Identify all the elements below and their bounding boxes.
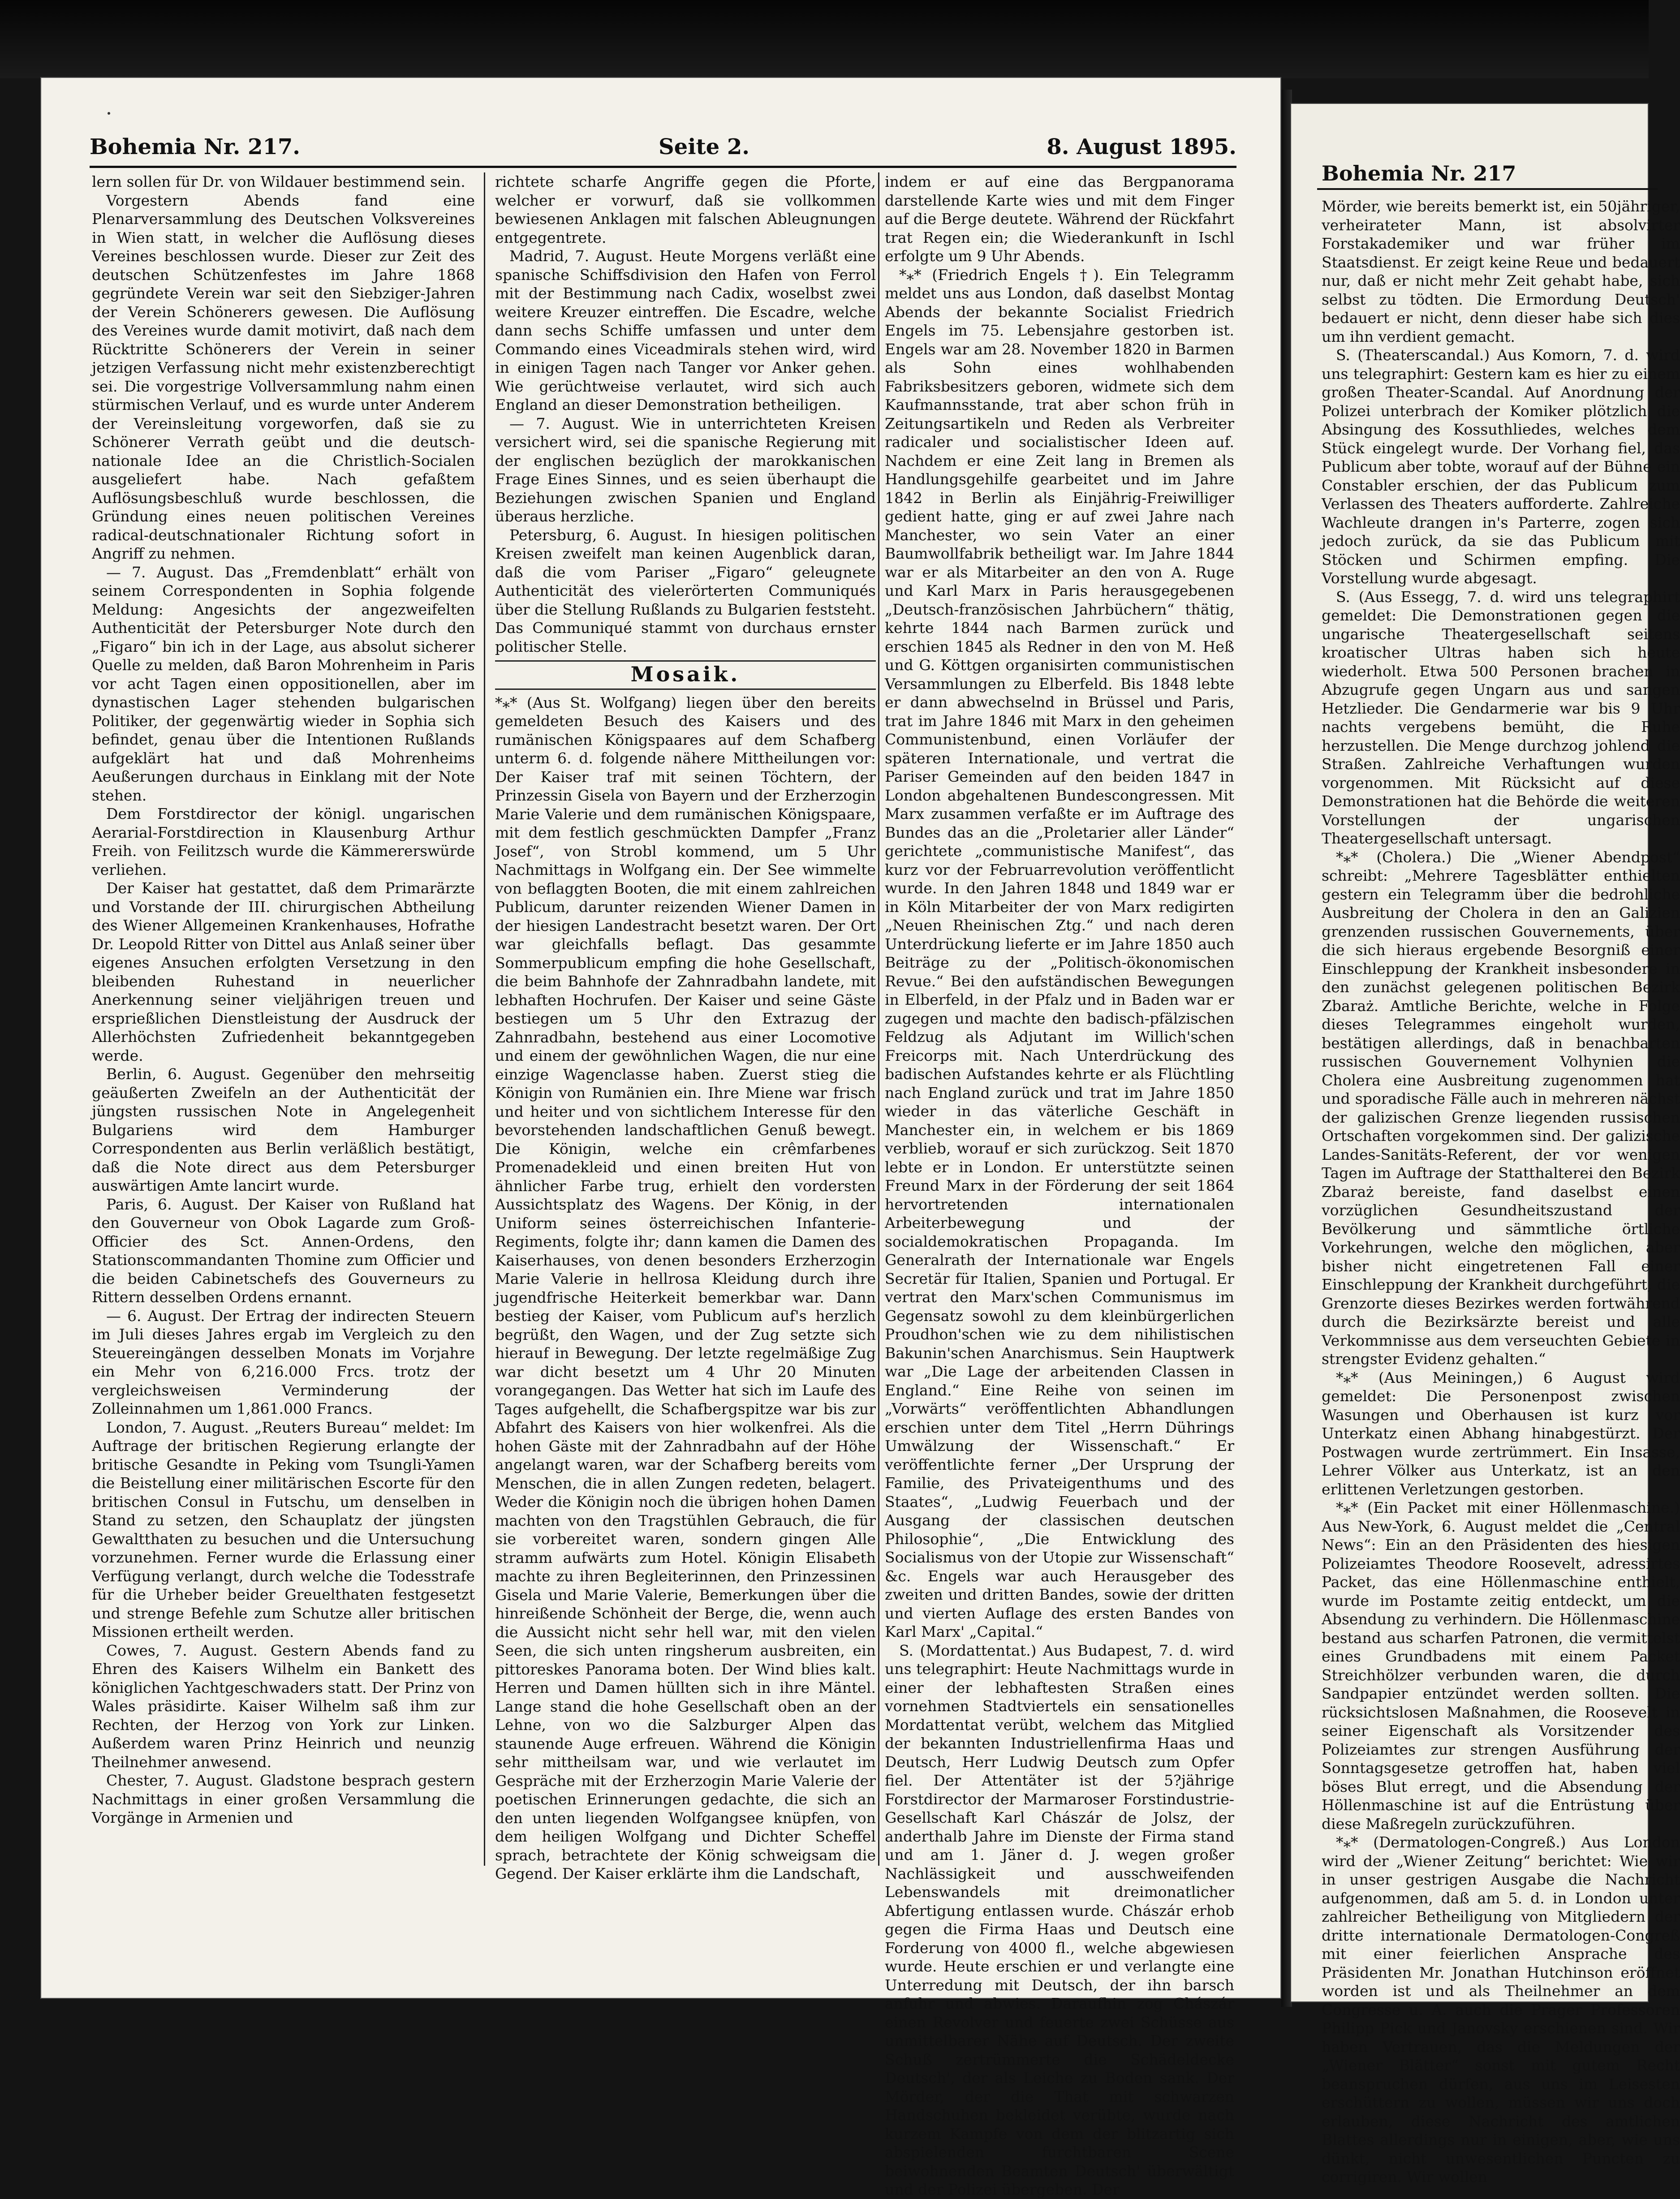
article-paragraph: Vorgestern Abends fand eine Plenarversammlung des Deutschen Volksvereines in Wien statt, in welcher die Auflösung dieses Vereines beschlossen wurde. Dieser zur Zeit des deutschen Schützenfestes im Jahre 1868 gegründete Verein war seit den Siebziger-Jahren der Verein Schönerers gewesen. Die Auflösung des Vereines wurde damit motivirt, daß nach dem Rücktritte Schönerers der Verein in seiner jetzigen Verfassung nicht mehr existenzberechtigt sei. Die vorgestrige Vollversammlung nahm einen stürmischen Verlauf, und es wurde unter Anderem der Vereinsleitung vorgeworfen, daß sie zu Schönerer Verrath geübt und die deutsch-nationale Idee an die Christlich-Socialen ausgeliefert habe. Nach gefaßtem Auflösungsbeschluß wurde beschlossen, die Gründung eines neuen politischen Vereines radical-deutschnationaler Richtung sofort in Angriff zu nehmen.	[92, 191, 475, 562]
column-1	[92, 172, 475, 1861]
article-paragraph: Cowes, 7. August. Gestern Abends fand zu Ehren des Kaisers Wilhelm ein Bankett des königlichen Yachtgeschwaders statt. Der Prinz von Wales präsidirte. Kaiser Wilhelm saß ihm zur Rechten, der Herzog von York zur Linken. Außerdem waren Prinz Heinrich und neunzig Theilnehmer anwesend.	[92, 1641, 475, 1771]
page-number: Seite 2.	[659, 134, 750, 159]
column-3	[885, 172, 1234, 2198]
column-divider-2	[878, 172, 879, 1866]
right-newspaper-page	[1290, 103, 1680, 2186]
scan-background-top	[0, 0, 1649, 78]
article-paragraph: S. (Mordattentat.) Aus Budapest, 7. d. wird uns telegraphirt: Heute Nachmittags wurde in einer der lebhaftesten Straßen eines vornehmen Stadtviertels ein sensationelles Mordattentat verübt, welchem das Mitglied der bekannten Industriellenfirma Haas und Deutsch, Herr Ludwig Deutsch zum Opfer fiel. Der Attentäter ist der 5?jährige Forstdirector der Marmaroser Forstindustrie-Gesellschaft Karl Chászár de Jolsz, der anderthalb Jahre im Dienste der Firma stand und am 1. Jäner d. J. wegen großer Nachlässigkeit und ausschweifenden Lebenswandels mit dreimonatlicher Abfertigung entlassen wurde. Chászár erhob gegen die Firma Haas und Deutsch eine Forderung von 4000 fl., welche abgewiesen wurde. Heute erschien er und verlangte eine Unterredung mit Deutsch, der ihn barsch anfuhr und abwies. Daraufhin zog Chászár einen Revolver und feuerte zwei Schüsse aus unmittelbarer Nähe auf Deutsch. Der zweite Schuß zertrümmerte die Schädeldecke Deutsch', der als Leiche zu Boden sank. Der Mörder, der die That mit schwarzen Handschuhen bekleidet verübte, wurde nach kurzem Kampfe von dem der blitzartig sich abspielenden furchtbaren Scene beiwohnenden Beamten Deutsch' überwältigt und der Polizei übergeben. Der	[885, 1641, 1234, 2198]
article-paragraph: — 6. August. Der Ertrag der indirecten Steuern im Juli dieses Jahres ergab im Vergleich zu den Steuereingängen desselben Monats im Vorjahre ein Mehr von 6,216.000 Frcs. trotz der vergleichsweisen Verminderung der Zolleinnahmen um 1,861.000 Francs.	[92, 1307, 475, 1417]
article-paragraph: *⁎* (Aus Meiningen,) 6 August wird gemeldet: Die Personenpost zwischen Wasungen und Oberhausen ist kurz vor Unterkatz einen Abhang hinabgestürzt. Der Postwagen wurde zertrümmert. Ein Insasse, Lehrer Völker aus Unterkatz, ist an den erlittenen Verletzungen gestorben.	[1322, 1368, 1680, 1498]
issue-date: 8. August 1895.	[1047, 134, 1236, 159]
article-paragraph: Paris, 6. August. Der Kaiser von Rußland hat den Gouverneur von Obok Lagarde zum Groß-Officier des Sct. Annen-Ordens, den Stationscommandanten Thomine zum Officier und die beiden Cabinetschefs des Gouverneurs zu Rittern desselben Ordens ernannt.	[92, 1195, 475, 1306]
section-rule	[495, 660, 876, 662]
article-paragraph: lern sollen für Dr. von Wildauer bestimmend sein.	[92, 173, 465, 190]
article-paragraph: Der Kaiser hat gestattet, daß dem Primarärzte und Vorstande der III. chirurgischen Abtheilung des Wiener Allgemeinen Krankenhauses, Hofrathe Dr. Leopold Ritter von Dittel aus Anlaß seiner über eigenes Ansuchen erfolgten Versetzung in den bleibenden Ruhestand in neuerlicher Anerkennung seiner vieljährigen treuen und ersprießlichen Dienstleistung der Ausdruck der Allerhöchsten Zufriedenheit bekanntgegeben werde.	[92, 879, 475, 1064]
masthead-issue: Bohemia Nr. 217.	[90, 134, 300, 159]
article-paragraph: Petersburg, 6. August. In hiesigen politischen Kreisen zweifelt man keinen Augenblick daran, daß die vom Pariser „Figaro“ geleugnete Authenticität des vielerörterten Communiqués über die Stellung Rußlands zu Bulgarien feststeht. Das Communiqué stammt von durchaus ernster politischer Stelle.	[495, 526, 876, 655]
article-paragraph: Madrid, 7. August. Heute Morgens verläßt eine spanische Schiffsdivision den Hafen von Ferrol mit der Bestimmung nach Cadix, woselbst zwei weitere Kreuzer eintreffen. Die Escadre, welche dann sechs Schiffe umfassen und unter dem Commando eines Viceadmirals stehen wird, wird in einigen Tagen nach Tanger vor Anker gehen. Wie gerüchtweise verlautet, wird sich auch England an dieser Demonstration betheiligen.	[495, 247, 876, 413]
page-header	[90, 134, 1236, 170]
article-paragraph: Mörder, wie bereits bemerkt ist, ein 50jähriger, verheirateter Mann, ist absolvirter Forstakademiker und war früher im Staatsdienst. Er zeigt keine Reue und bedauert nur, daß er nicht mehr Zeit gehabt habe, sich selbst zu tödten. Die Ermordung Deutsch' bedauert er nicht, denn dieser habe sich dies um ihn verdient gemacht.	[1322, 198, 1680, 345]
right-page-masthead: Bohemia Nr. 217	[1322, 161, 1516, 185]
column-2	[495, 172, 876, 1882]
article-paragraph: — 7. August. Das „Fremdenblatt“ erhält von seinem Correspondenten in Sophia folgende Meldung: Angesichts der angezweifelten Authenticität der Petersburger Note durch den „Figaro“ bin ich in der Lage, aus absolut sicherer Quelle zu melden, daß Baron Mohrenheim in Paris vor acht Tagen einen oppositionellen, aber im dynastischen Lager stehenden bulgarischen Politiker, der gegenwärtig wieder in Sophia sich befindet, genau über die Intentionen Rußlands aufgeklärt hat und daß Mohrenheims Aeußerungen durchaus in Einklang mit der Note stehen.	[92, 563, 475, 804]
section-rule	[495, 689, 876, 690]
article-paragraph: richtete scharfe Angriffe gegen die Pforte, welcher er vorwurf, daß sie vollkommen bewiesenen Anklagen mit falschen Ableugnungen entgegentrete.	[495, 173, 876, 246]
section-heading-mosaik: Mosaik.	[630, 662, 741, 686]
article-paragraph: *⁎* (Ein Packet mit einer Höllenmaschine.) Aus New-York, 6. August meldet die „Central News“: Ein an den Präsidenten des hiesigen Polizeiamtes Theodore Roosevelt, adressirtes Packet, das eine Höllenmaschine enthielt, wurde im Postamte zeitig entdeckt, um die Absendung zu verhindern. Die Höllenmaschine bestand aus scharfen Patronen, die vermittelst eines Grundbadens mit einem Packet Streichhölzer verbunden waren, die durch Sandpapier entzündet werden sollten. Die rücksichtslosen Maßnahmen, die Roosevelt in seiner Eigenschaft als Vorsitzender des Polizeiamtes zur strengen Ausführung der Sonntagsgesetze getroffen hat, haben viel böses Blut erregt, und die Absendung der Höllenmaschine ist auf die Entrüstung über diese Maßregeln zurückzuführen.	[1322, 1499, 1680, 1833]
article-paragraph: *⁎* (Dermatologen-Congreß.) Aus London wird der „Wiener Zeitung“ berichtet: Wie wir in unser gestrigen Ausgabe die Nachricht aufgenommen, daß am 5. d. in London unter zahlreicher Betheiligung von Mitgliedern der dritte internationale Dermatologen-Congreß mit einer feierlichen Ansprache des Präsidenten Mr. Jonathan Hutchinson eröffnet worden ist und als Theilnehmer an dem Congresse u. A. auch die Prager Professoren Philipp Pick und Janovsky erschienen sind. Wir haben Vertrauen, das die Meldungen der „Wiener Blätter“ sonst mit gutem Recht beanspruchen dürfen, aus uns im Leisesten erschüttern zu wollen, müssen wir uns doch erlauben, diese Nachricht des amtlichen Blattes allerdings nur in einigen, aber, wie uns dünkt, nicht unwesentlichen Puncten zu corrigiren. Wir wollen	[1322, 1833, 1680, 2186]
right-page-column	[1322, 197, 1680, 2186]
article-paragraph: indem er auf eine das Bergpanorama darstellende Karte wies und mit dem Finger auf die Berge deutete. Während der Rückfahrt trat Regen ein; die Wiederankunft in Ischl erfolgte um 9 Uhr Abends.	[885, 173, 1234, 265]
article-paragraph: Chester, 7. August. Gladstone besprach gestern Nachmittags in einer großen Versammlung die Vorgänge in Armenien und	[92, 1772, 475, 1826]
right-header-rule	[1317, 188, 1658, 190]
article-paragraph: *⁎* (Aus St. Wolfgang) liegen über den bereits gemeldeten Besuch des Kaisers und des rumänischen Königspaares auf dem Schafberg unterm 6. d. folgende nähere Mittheilungen vor: Der Kaiser traf mit seinen Töchtern, der Prinzessin Gisela von Bayern und der Erzherzogin Marie Valerie und dem rumänischen Königspaare, mit dem festlich geschmückten Dampfer „Franz Josef“, von Strobl kommend, um 5 Uhr Nachmittags in Wolfgang ein. Der See wimmelte von beflaggten Booten, die mit einem zahlreichen Publicum, darunter reizenden Wiener Damen in der hiesigen Landestracht besetzt waren. Der Ort war gleichfalls beflagt. Das gesammte Sommerpublicum empfing die hohe Gesellschaft, die beim Bahnhofe der Zahnradbahn landete, mit lebhaften Hochrufen. Der Kaiser und seine Gäste bestiegen um 5 Uhr den Extrazug der Zahnradbahn, bestehend aus einer Locomotive und einem der gewöhnlichen Wagen, die nur eine einzige Wagenclasse haben. Zuerst stieg die Königin von Rumänien ein. Ihre Miene war frisch und heiter und von sichtlichem Interesse für den bevorstehenden landschaftlichen Genuß bewegt. Die Königin, welche ein crêmfarbenes Promenadekleid und einen breiten Hut von ähnlicher Farbe trug, erhielt den vordersten Aussichtsplatz des Wagens. Der König, in der Uniform seines österreichischen Infanterie-Regiments, folgte ihr; dann kamen die Damen des Kaiserhauses, von denen besonders Erzherzogin Marie Valerie in hellrosa Kleidung durch ihre jugendfrische Heiterkeit bemerkbar war. Dann bestieg der Kaiser, vom Publicum auf's herzlich begrüßt, den Wagen, und der Zug setzte sich hierauf in Bewegung. Der letzte regelmäßige Zug war dicht besetzt um 4 Uhr 20 Minuten vorangegangen. Das Wetter hat sich im Laufe des Tages aufgehellt, die Schafbergspitze war bis zur Abfahrt des Kaisers von hier wolkenfrei. Als die hohen Gäste mit der Zahnradbahn auf der Höhe angelangt waren, war der Schafberg bereits vom Menschen, die in allen Zungen redeten, belagert. Weder die Königin noch die übrigen hohen Damen machten von den Tragstühlen Gebrauch, die für sie vorbereitet waren, sondern gingen Alle stramm aufwärts zum Hotel. Königin Elisabeth machte zu ihren Begleiterinnen, den Prinzessinen Gisela und Marie Valerie, Bemerkungen über die hinreißende Schönheit der Berge, die, wenn auch die Aussicht nicht sehr hell war, mit den vielen Seen, die sich unten ringsherum ausbreiten, ein pittoreskes Panorama boten. Der Wind blies kalt. Herren und Damen hüllten sich in ihre Mäntel. Lange stand die hohe Gesellschaft oben an der Lehne, von wo die Salzburger Alpen das staunende Auge erfreuen. Während die Königin sehr mittheilsam war, und wie verlautet im Gespräche mit der Erzherzogin Marie Valerie der poetischen Erinnerungen gedachte, die sich an den unten liegenden Wolfgangsee knüpfen, von dem heiligen Wolfgang und Dichter Scheffel sprach, betrachtete der König schweigsam die Gegend. Der Kaiser erklärte ihm die Landschaft,	[495, 693, 876, 1882]
header-rule	[90, 166, 1236, 168]
article-paragraph: — 7. August. Wie in unterrichteten Kreisen versichert wird, sei die spanische Regierung mit der englischen bezüglich der marokkanischen Frage Eines Sinnes, und es seien überhaupt die Beziehungen zwischen Spanien und England überaus herzliche.	[495, 414, 876, 525]
article-paragraph: S. (Theaterscandal.) Aus Komorn, 7. d. wird uns telegraphirt: Gestern kam es hier zu einem großen Theater-Scandal. Auf Anordnung der Polizei unterbrach der Komiker plötzlich die Absingung des Kossuthliedes, welches dem Stück eingelegt wurde. Der Vorhang fiel, das Publicum aber tobte, worauf auf der Bühne ein Constabler erschien, der das Publicum zum Verlassen des Theaters aufforderte. Zahlreiche Wachleute drangen in's Parterre, zogen sich jedoch zurück, da sie das Publicum mit Stöcken und Schirmen empfing. Die Vorstellung wurde abgesagt.	[1322, 346, 1680, 587]
article-paragraph: *⁎* (Friedrich Engels †). Ein Telegramm meldet uns aus London, daß daselbst Montag Abends der bekannte Socialist Friedrich Engels im 75. Lebensjahre gestorben ist. Engels war am 28. November 1820 in Barmen als Sohn eines wohlhabenden Fabriksbesitzers geboren, widmete sich dem Kaufmannsstande, trat aber schon früh in Zeitungsartikeln und Reden als Verbreiter radicaler und socialistischer Ideen auf. Nachdem er eine Zeit lang in Bremen als Handlungsgehilfe gearbeitet und im Jahre 1842 in Berlin als Einjährig-Freiwilliger gedient hatte, ging er auf zwei Jahre nach Manchester, wo sein Vater an einer Baumwollfabrik betheiligt war. Im Jahre 1844 war er als Mitarbeiter an den von A. Ruge und Karl Marx in Paris herausgegebenen „Deutsch-französischen Jahrbüchern“ thätig, kehrte 1844 nach Barmen zurück und erschien 1845 als Redner in den von M. Heß und G. Köttgen organisirten communistischen Versammlungen zu Elberfeld. Bis 1848 lebte er dann abwechselnd in Brüssel und Paris, trat im Jahre 1846 mit Marx in den geheimen Communistenbund, einen Vorläufer der späteren Internationale, und vertrat die Pariser Gemeinden auf den beiden 1847 in London abgehaltenen Bundescongressen. Mit Marx zusammen verfaßte er im Auftrage des Bundes das an die „Proletarier aller Länder“ gerichtete „communistische Manifest“, das kurz vor der Februarrevolution veröffentlicht wurde. In den Jahren 1848 und 1849 war er in Köln Mitarbeiter der von Marx redigirten „Neuen Rheinischen Ztg.“ und nach deren Unterdrückung lieferte er im Jahre 1850 auch Beiträge zu der „Politisch-ökonomischen Revue.“ Bei den aufständischen Bewegungen in Elberfeld, in der Pfalz und in Baden war er zugegen und machte den badisch-pfälzischen Feldzug als Adjutant im Willich'schen Freicorps mit. Nach Unterdrückung des badischen Aufstandes kehrte er als Flüchtling nach England zurück und trat im Jahre 1850 wieder in das väterliche Geschäft in Manchester ein, in welchem er bis 1869 verblieb, worauf er sich zurückzog. Seit 1870 lebte er in London. Er unterstützte seinen Freund Marx in der Förderung der seit 1864 hervortretenden internationalen Arbeiterbewegung und der socialdemokratischen Propaganda. Im Generalrath der Internationale war Engels Secretär für Italien, Spanien und Portugal. Er vertrat den Marx'schen Communismus im Gegensatz sowohl zu dem kleinbürgerlichen Proudhon'schen wie zu dem nihilistischen Bakunin'schen Anarchismus. Sein Hauptwerk war „Die Lage der arbeitenden Classen in England.“ Eine Reihe von seinen im „Vorwärts“ veröffentlichten Abhandlungen erschien unter dem Titel „Herrn Dührings Umwälzung der Wissenschaft.“ Er veröffentlichte ferner „Der Ursprung der Familie, des Privateigenthums und des Staates“, „Ludwig Feuerbach und der Ausgang der classischen deutschen Philosophie“, „Die Entwicklung des Socialismus von der Utopie zur Wissenschaft“ &c. Engels war auch Herausgeber des zweiten und dritten Bandes, sowie der dritten und vierten Auflage des ersten Bandes von Karl Marx' „Capital.“	[885, 266, 1234, 1640]
article-paragraph: Berlin, 6. August. Gegenüber den mehrseitig geäußerten Zweifeln an der Authenticität der jüngsten russischen Note in Angelegenheit Bulgariens wird dem Hamburger Correspondenten aus Berlin verläßlich bestätigt, daß die Note direct aus dem Petersburger auswärtigen Amte lancirt wurde.	[92, 1065, 475, 1194]
article-paragraph: S. (Aus Essegg, 7. d. wird uns telegraphirt gemeldet: Die Demonstrationen gegen die ungarische Theatergesellschaft seitens kroatischer Ultras haben sich heute wiederholt. Etwa 500 Personen brachen in Abzugrufe gegen Ungarn aus und sangen Hetzlieder. Die Gendarmerie war bis 9 Uhr nachts vergebens bemüht, die Ruhe herzustellen. Die Menge durchzog johlend die Straßen. Zahlreiche Verhaftungen wurden vorgenommen. Mit Rücksicht auf diese Demonstrationen hat die Behörde die weiteren Vorstellungen der ungarischen Theatergesellschaft untersagt.	[1322, 588, 1680, 847]
article-paragraph: Dem Forstdirector der königl. ungarischen Aerarial-Forstdirection in Klausenburg Arthur Freih. von Feilitzsch wurde die Kämmererswürde verliehen.	[92, 805, 475, 878]
article-paragraph: London, 7. August. „Reuters Bureau“ meldet: Im Auftrage der britischen Regierung erlangte der britische Gesandte in Peking vom Tsungli-Yamen die Beistellung einer militärischen Escorte für den britischen Consul in Futschu, um denselben in Stand zu setzen, den Schauplatz der jüngsten Gewaltthaten zu besuchen und die Untersuchung vorzunehmen. Ferner wurde die Erlassung einer Verfügung verlangt, durch welche die Todesstrafe für die Urheber beider Greuelthaten festgesetzt und strenge Befehle zum Schutze aller britischen Missionen ertheilt werden.	[92, 1418, 475, 1640]
print-speck	[108, 112, 110, 115]
column-divider-1	[484, 172, 485, 1866]
article-paragraph: *⁎* (Cholera.) Die „Wiener Abendpost“ schreibt: „Mehrere Tagesblätter enthielten gestern ein Telegramm über die bedrohliche Ausbreitung der Cholera in den an Galizien grenzenden russischen Gouvernements, über die sich hieraus ergebende Besorgniß einer Einschleppung der Krankheit insbesondere in den zunächst gelegenen politischen Bezirk Zbaraż. Amtliche Berichte, welche in Folge dieses Telegrammes eingeholt wurden, bestätigen allerdings, daß in benachbarten russischen Gouvernement Volhynien die Cholera eine Ausbreitung zugenommen hat und sporadische Fälle auch in mehreren nächst der galizischen Grenze liegenden russischen Ortschaften vorgekommen sind. Der galizische Landes-Sanitäts-Referent, der vor wenigen Tagen im Auftrage der Statthalterei den Bezirk Zbaraż bereiste, fand daselbst einen vorzüglichen Gesundheitszustand der Bevölkerung und sämmtliche örtliche Vorkehrungen, welche den möglichen, aber bisher nicht eingetretenen Fall einer Einschleppung der Krankheit durchgeführt, die Grenzorte dieses Bezirkes werden fortwährend durch die Bezirksärzte bereist und alle Verkommnisse aus dem verseuchten Gebiete in strengster Evidenz gehalten.“	[1322, 848, 1680, 1368]
